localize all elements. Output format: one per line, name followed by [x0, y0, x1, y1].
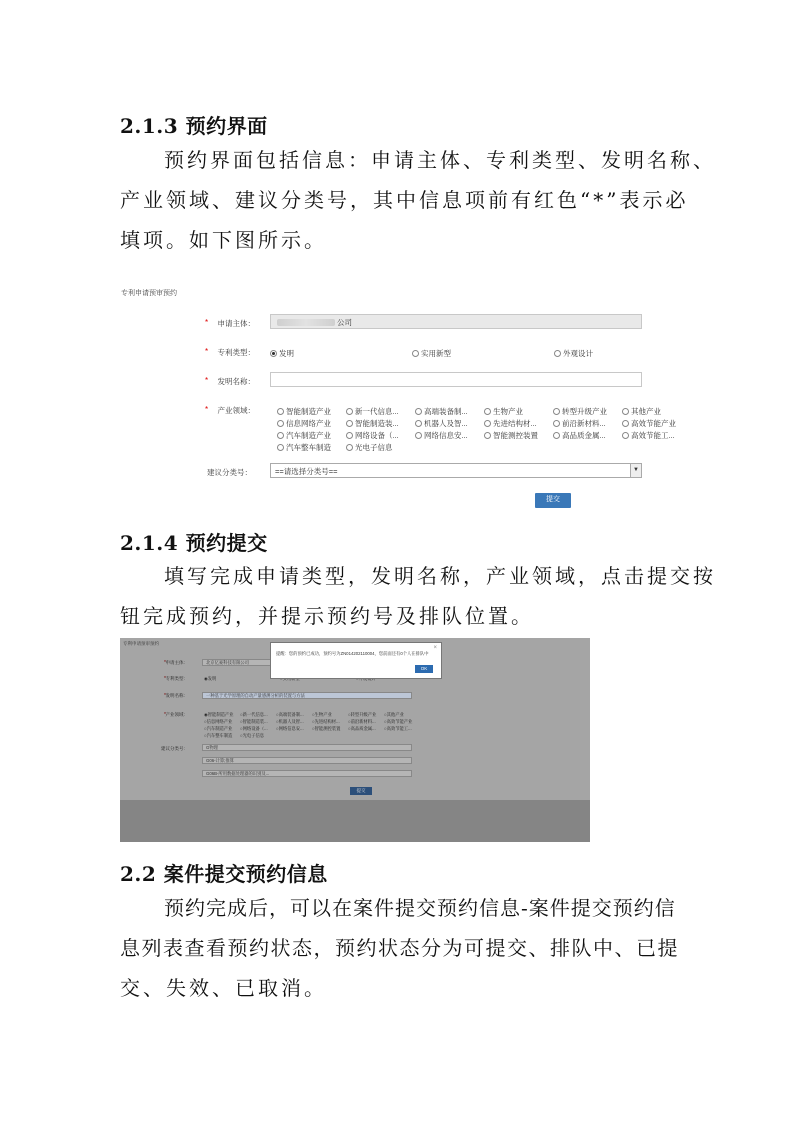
industry-option[interactable]: ○高效节能工... — [384, 726, 412, 731]
applicant-field: 北京亿豪科技有限公司 — [202, 659, 412, 666]
required-star: * — [164, 712, 166, 718]
industry-option[interactable]: ○高效节能产业 — [384, 719, 413, 724]
industry-option[interactable]: 前沿新材料... — [553, 418, 606, 429]
classification-label: 建议分类号： — [207, 468, 252, 477]
ok-button[interactable]: OK — [415, 665, 433, 673]
industry-option[interactable]: ○信息网络产业 — [204, 719, 233, 724]
paragraph-line: 填项。如下图所示。 — [120, 228, 327, 252]
industry-option[interactable]: 转型升级产业 — [553, 406, 607, 417]
industry-option[interactable]: 高效节能工... — [622, 430, 675, 441]
classification-select-1[interactable]: G物理 — [202, 744, 412, 751]
industry-option[interactable]: 网络信息安... — [415, 430, 468, 441]
industry-option[interactable]: ○转型升级产业 — [348, 712, 377, 717]
industry-option[interactable]: ○前沿新材料... — [348, 719, 376, 724]
industry-option[interactable]: 网络设备（... — [346, 430, 399, 441]
submission-screenshot — [120, 638, 590, 842]
industry-option[interactable]: 汽车整车制造 — [277, 442, 331, 453]
industry-option[interactable]: 高品质金属... — [553, 430, 606, 441]
paragraph-2-1-4 — [120, 556, 716, 636]
applicant-label: 申请主体： — [217, 319, 255, 328]
section-heading-2-1-3: 2.1.3 预约界面 — [120, 114, 268, 138]
classification-select[interactable] — [270, 463, 642, 478]
success-dialog — [270, 642, 442, 679]
paragraph-line: 填写完成申请类型，发明名称，产业领域，点击提交按 — [164, 564, 716, 588]
dialog-message: 提醒：您的预约已成功，预约号为ZN014202110004，您前面还有0个人在排队中 — [276, 651, 429, 656]
industry-field-label: 产业领域： — [217, 406, 255, 415]
industry-option[interactable]: 高效节能产业 — [622, 418, 676, 429]
select-text: ==请选择分类号== — [275, 467, 338, 476]
paragraph-line: 产业领域、建议分类号，其中信息项前有红色“*”表示必 — [120, 188, 689, 212]
paragraph-2-2 — [120, 888, 680, 1008]
required-star: * — [205, 347, 209, 356]
applicant-suffix: 公司 — [337, 318, 352, 327]
classification-select-2[interactable]: G06-计算;推算 — [202, 757, 412, 764]
reservation-form-screenshot — [117, 284, 683, 512]
industry-option[interactable]: ○智能制造装... — [240, 719, 268, 724]
invention-name-input[interactable]: 一种基于光学原理的自动产量感测分析的装置与方法 — [202, 692, 412, 699]
industry-option[interactable]: ○新一代信息... — [240, 712, 268, 717]
industry-option[interactable]: 机器人及智... — [415, 418, 468, 429]
required-star: * — [205, 318, 209, 327]
invention-name-label: 发明名称： — [165, 693, 188, 698]
industry-option[interactable]: ○高品质金属... — [348, 726, 376, 731]
radio-invention[interactable]: ◉发明 — [204, 676, 217, 681]
industry-option[interactable]: ○其他产业 — [384, 712, 404, 717]
industry-option[interactable]: 其他产业 — [622, 406, 661, 417]
paragraph-line: 预约完成后，可以在案件提交预约信息-案件提交预约信 — [164, 896, 676, 920]
patent-type-label: 专利类型： — [217, 348, 255, 357]
industry-option[interactable]: 智能制造产业 — [277, 406, 331, 417]
required-star: * — [164, 676, 166, 682]
industry-option[interactable]: 新一代信息... — [346, 406, 399, 417]
industry-option[interactable]: ◉智能制造产业 — [204, 712, 234, 717]
industry-option[interactable]: ○网络设备（... — [240, 726, 268, 731]
industry-option[interactable]: ○智能测控装置 — [312, 726, 341, 731]
industry-option[interactable]: 生物产业 — [484, 406, 523, 417]
industry-option[interactable]: 先进结构材... — [484, 418, 537, 429]
industry-option[interactable]: 智能制造装... — [346, 418, 399, 429]
breadcrumb: 专利申请预审预约 — [121, 290, 177, 297]
section-heading-2-2: 2.2 案件提交预约信息 — [120, 862, 328, 886]
applicant-label: 申请主体： — [165, 660, 188, 665]
radio-utility-model[interactable]: 实用新型 — [412, 348, 451, 359]
industry-option[interactable]: ○汽车制造产业 — [204, 726, 233, 731]
industry-option[interactable]: ○先进结构材... — [312, 719, 340, 724]
industry-option[interactable]: ○光电子信息 — [240, 733, 265, 738]
paragraph-line: 息列表查看预约状态，预约状态分为可提交、排队中、已提 — [120, 936, 679, 960]
paragraph-line: 交、失效、已取消。 — [120, 976, 327, 1000]
required-star: * — [164, 660, 166, 666]
industry-option[interactable]: ○汽车整车制造 — [204, 733, 233, 738]
industry-option[interactable]: 汽车制造产业 — [277, 430, 331, 441]
applicant-field — [270, 314, 642, 329]
industry-option[interactable]: 智能测控装置 — [484, 430, 538, 441]
industry-field-label: 产业领域： — [165, 712, 188, 717]
radio-design[interactable]: 外观设计 — [554, 348, 593, 359]
chevron-down-icon: ▼ — [630, 464, 641, 477]
paragraph-2-1-3 — [120, 140, 716, 260]
industry-option[interactable]: ○网络信息安... — [276, 726, 304, 731]
submit-button[interactable]: 提交 — [535, 493, 571, 508]
classification-label: 建议分类号： — [161, 746, 188, 751]
paragraph-line: 预约界面包括信息：申请主体、专利类型、发明名称、 — [164, 148, 716, 172]
industry-option[interactable]: ○生物产业 — [312, 712, 332, 717]
invention-name-input[interactable] — [270, 372, 642, 387]
industry-option[interactable]: ○机器人及智... — [276, 719, 304, 724]
industry-option[interactable]: ○高端装备制... — [276, 712, 304, 717]
submit-button[interactable]: 提交 — [350, 787, 372, 795]
section-heading-2-1-4: 2.1.4 预约提交 — [120, 531, 268, 555]
required-star: * — [164, 693, 166, 699]
redacted-text — [277, 319, 335, 326]
radio-invention[interactable]: 发明 — [270, 348, 294, 359]
industry-option[interactable]: 光电子信息 — [346, 442, 393, 453]
close-icon[interactable]: × — [433, 645, 437, 651]
paragraph-line: 钮完成预约，并提示预约号及排队位置。 — [120, 604, 534, 628]
breadcrumb: 专利申请预审预约 — [123, 641, 159, 646]
required-star: * — [205, 376, 209, 385]
industry-option[interactable]: 信息网络产业 — [277, 418, 331, 429]
patent-type-label: 专利类型： — [165, 676, 188, 681]
classification-select-3[interactable]: G06B-所用数据处理器的识别及... — [202, 770, 412, 777]
industry-option[interactable]: 高端装备制... — [415, 406, 468, 417]
invention-name-label: 发明名称： — [217, 377, 255, 386]
required-star: * — [205, 405, 209, 414]
